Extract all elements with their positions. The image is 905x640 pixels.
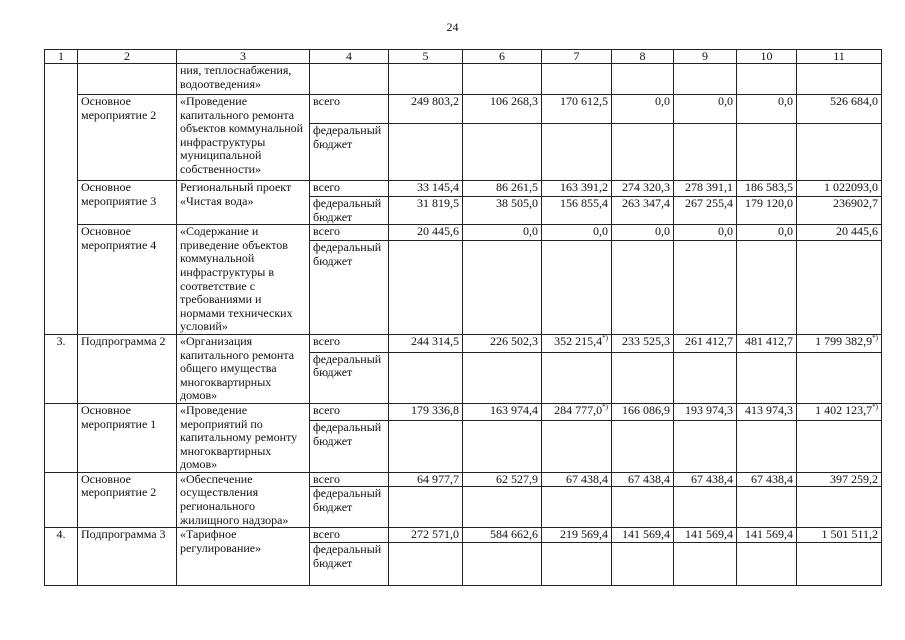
row-number-cell: 3. [45,334,78,403]
amount-cell: 397 259,2 [797,472,882,487]
table-row [45,472,882,487]
description-cell: ния, теплоснабжения, водоотведения» [177,64,310,95]
amount-cell: 0,0 [674,225,737,241]
funding-source-cell: всего [310,334,389,352]
column-header: 4 [310,50,389,64]
amount-cell [612,124,674,181]
amount-cell [674,543,737,586]
description-cell: «Содержание и приведение объектов коммунальной инфраструктуры в соответствие с требованиями и нормами технических условий» [177,225,310,335]
amount-cell [674,487,737,528]
amount-cell [612,543,674,586]
amount-cell: 141 569,4 [737,528,797,543]
column-header: 11 [797,50,882,64]
amount-cell: 67 438,4 [542,472,612,487]
amount-cell: 106 268,3 [463,95,542,124]
amount-cell [737,64,797,95]
table-row [45,225,882,241]
funding-source-cell: федеральный бюджет [310,487,389,528]
amount-cell [389,352,463,403]
funding-source-cell: федеральный бюджет [310,124,389,181]
amount-cell [542,241,612,335]
amount-cell: 481 412,7 [737,334,797,352]
amount-cell: 219 569,4 [542,528,612,543]
amount-cell: 526 684,0 [797,95,882,124]
amount-cell: 0,0 [463,225,542,241]
amount-cell [674,64,737,95]
amount-cell: 186 583,5 [737,181,797,197]
table-row [45,95,882,124]
amount-cell [737,487,797,528]
amount-cell: 179 120,0 [737,197,797,225]
amount-cell: 141 569,4 [674,528,737,543]
amount-cell: 170 612,5 [542,95,612,124]
amount-cell: 67 438,4 [737,472,797,487]
amount-cell [542,543,612,586]
amount-cell [612,487,674,528]
row-number-cell [45,95,78,181]
column-header: 5 [389,50,463,64]
amount-cell: 1 501 511,2 [797,528,882,543]
amount-cell: 249 803,2 [389,95,463,124]
amount-cell: 0,0 [737,225,797,241]
table-body [45,50,882,586]
amount-cell [389,421,463,473]
description-cell: «Проведение мероприятий по капитальному ремонту многоквартирных домов» [177,403,310,472]
footnote-marker: *) [872,403,878,411]
amount-cell: 166 086,9 [612,403,674,420]
funding-source-cell: федеральный бюджет [310,543,389,586]
amount-cell [542,64,612,95]
amount-cell [612,64,674,95]
column-header: 9 [674,50,737,64]
row-number-cell: 4. [45,528,78,586]
amount-cell: 31 819,5 [389,197,463,225]
column-header: 7 [542,50,612,64]
amount-cell: 0,0 [674,95,737,124]
funding-source-cell: всего [310,225,389,241]
program-name-cell: Основное мероприятие 1 [78,403,177,472]
footnote-marker: *) [872,334,878,342]
row-number-cell [45,225,78,335]
column-header: 3 [177,50,310,64]
amount-cell: 67 438,4 [674,472,737,487]
amount-cell: 274 320,3 [612,181,674,197]
table-row [45,181,882,197]
amount-cell [463,487,542,528]
program-name-cell: Основное мероприятие 2 [78,472,177,528]
amount-cell: 1 022093,0 [797,181,882,197]
funding-source-cell: федеральный бюджет [310,197,389,225]
funding-source-cell [310,64,389,95]
program-name-cell: Подпрограмма 3 [78,528,177,586]
row-number-cell [45,472,78,528]
row-number-cell [45,64,78,95]
amount-cell: 267 255,4 [674,197,737,225]
footnote-marker: *) [602,334,608,342]
amount-cell [542,352,612,403]
description-cell: «Тарифное регулирование» [177,528,310,586]
amount-cell: 261 412,7 [674,334,737,352]
column-header: 8 [612,50,674,64]
amount-cell [797,64,882,95]
amount-cell [737,543,797,586]
funding-source-cell: всего [310,472,389,487]
amount-cell [542,421,612,473]
amount-cell [612,241,674,335]
table-row [45,64,882,95]
amount-cell: 1 799 382,9*) [797,334,882,352]
amount-cell: 272 571,0 [389,528,463,543]
program-name-cell: Основное мероприятие 2 [78,95,177,181]
funding-source-cell: всего [310,95,389,124]
amount-cell [737,241,797,335]
table-row [45,528,882,543]
amount-cell [797,241,882,335]
funding-source-cell: федеральный бюджет [310,241,389,335]
amount-cell: 64 977,7 [389,472,463,487]
footnote-marker: *) [602,403,608,411]
amount-cell: 226 502,3 [463,334,542,352]
amount-cell: 86 261,5 [463,181,542,197]
amount-cell: 163 974,4 [463,403,542,420]
program-name-cell: Подпрограмма 2 [78,334,177,403]
description-cell: Региональный проект «Чистая вода» [177,181,310,225]
amount-cell [737,124,797,181]
amount-cell [389,64,463,95]
amount-cell: 263 347,4 [612,197,674,225]
amount-cell [674,124,737,181]
column-header: 10 [737,50,797,64]
amount-cell: 67 438,4 [612,472,674,487]
amount-cell [737,421,797,473]
funding-source-cell: всего [310,181,389,197]
amount-cell: 0,0 [542,225,612,241]
amount-cell [674,421,737,473]
funding-source-cell: федеральный бюджет [310,352,389,403]
amount-cell: 62 527,9 [463,472,542,487]
amount-cell: 236902,7 [797,197,882,225]
program-name-cell [78,64,177,95]
amount-cell [542,124,612,181]
amount-cell: 352 215,4*) [542,334,612,352]
amount-cell: 584 662,6 [463,528,542,543]
amount-cell: 0,0 [612,95,674,124]
column-header: 6 [463,50,542,64]
amount-cell: 0,0 [612,225,674,241]
column-header: 1 [45,50,78,64]
amount-cell [389,543,463,586]
description-cell: «Организация капитального ремонта общего имущества многоквартирных домов» [177,334,310,403]
amount-cell [463,543,542,586]
program-name-cell: Основное мероприятие 3 [78,181,177,225]
amount-cell [389,241,463,335]
amount-cell: 33 145,4 [389,181,463,197]
funding-source-cell: всего [310,403,389,420]
amount-cell [797,124,882,181]
amount-cell: 1 402 123,7*) [797,403,882,420]
amount-cell: 284 777,0*) [542,403,612,420]
table-header-row [45,50,882,64]
amount-cell [463,241,542,335]
amount-cell [737,352,797,403]
row-number-cell [45,181,78,225]
amount-cell: 244 314,5 [389,334,463,352]
amount-cell [797,543,882,586]
budget-table [44,49,882,586]
amount-cell: 179 336,8 [389,403,463,420]
column-header: 2 [78,50,177,64]
amount-cell [674,241,737,335]
amount-cell [797,421,882,473]
amount-cell [389,487,463,528]
row-number-cell [45,403,78,472]
amount-cell [463,352,542,403]
amount-cell: 156 855,4 [542,197,612,225]
amount-cell [612,421,674,473]
description-cell: «Проведение капитального ремонта объектов коммунальной инфраструктуры муниципальной собственности» [177,95,310,181]
amount-cell [542,487,612,528]
program-name-cell: Основное мероприятие 4 [78,225,177,335]
amount-cell [797,352,882,403]
page-number: 24 [446,20,459,34]
amount-cell: 20 445,6 [797,225,882,241]
amount-cell: 20 445,6 [389,225,463,241]
table-row [45,403,882,420]
amount-cell [674,352,737,403]
amount-cell [612,352,674,403]
amount-cell [463,124,542,181]
funding-source-cell: всего [310,528,389,543]
amount-cell [463,421,542,473]
amount-cell: 38 505,0 [463,197,542,225]
funding-source-cell: федеральный бюджет [310,421,389,473]
amount-cell: 141 569,4 [612,528,674,543]
amount-cell [463,64,542,95]
amount-cell: 413 974,3 [737,403,797,420]
table-row [45,334,882,352]
amount-cell [797,487,882,528]
amount-cell: 0,0 [737,95,797,124]
amount-cell: 278 391,1 [674,181,737,197]
description-cell: «Обеспечение осуществления регионального жилищного надзора» [177,472,310,528]
amount-cell [389,124,463,181]
amount-cell: 193 974,3 [674,403,737,420]
amount-cell: 163 391,2 [542,181,612,197]
amount-cell: 233 525,3 [612,334,674,352]
